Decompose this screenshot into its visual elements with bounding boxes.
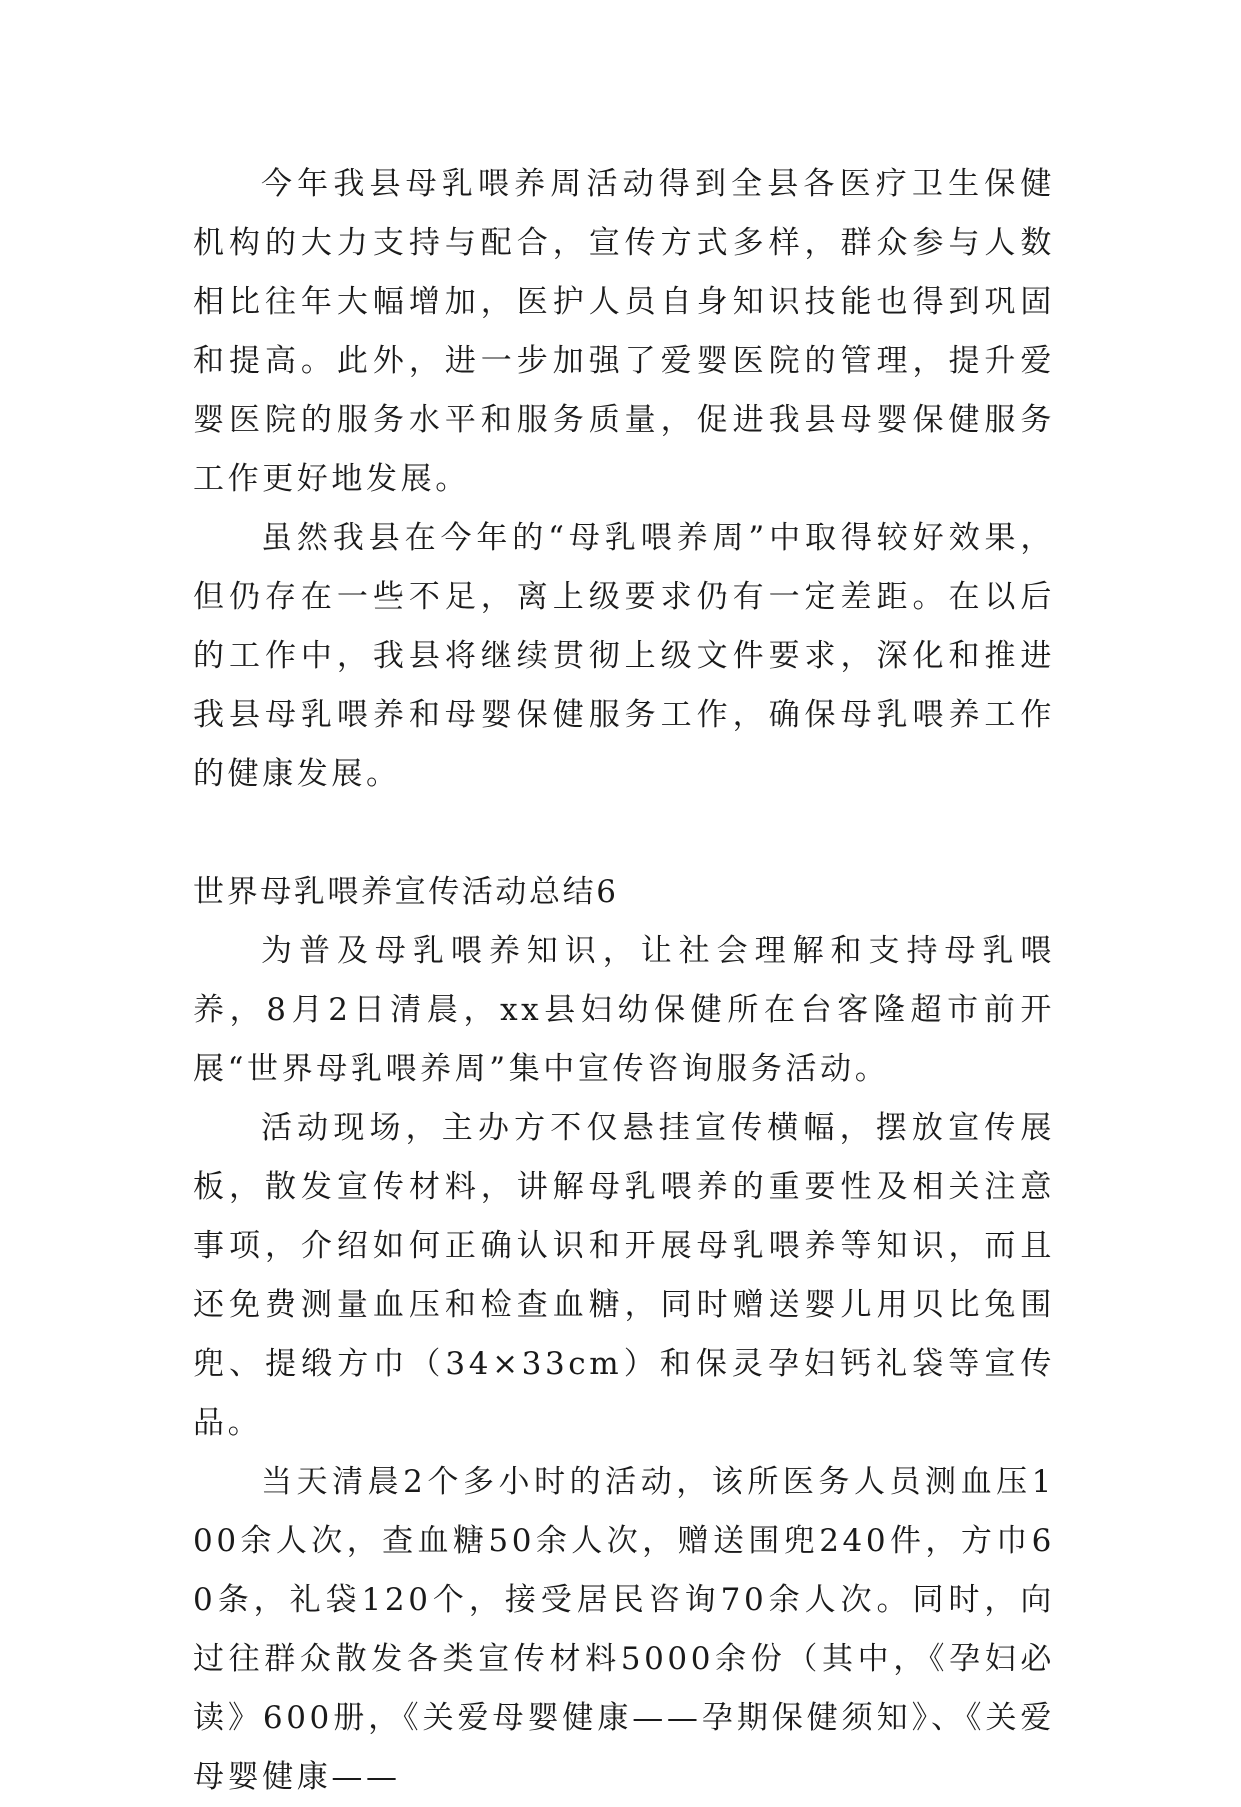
blank-line [193, 804, 1055, 863]
paragraph: 虽然我县在今年的“母乳喂养周”中取得较好效果，但仍存在一些不足，离上级要求仍有一定差距。在以后的工作中，我县将继续贯彻上级文件要求，深化和推进我县母乳喂养和母婴保健服务工作，确保母乳喂养工作的健康发展。 [193, 520, 1055, 792]
section-title: 世界母乳喂养宣传活动总结6 [193, 874, 619, 910]
document-body [193, 155, 1055, 1807]
paragraph: 今年我县母乳喂养周活动得到全县各医疗卫生保健机构的大力支持与配合，宣传方式多样，群众参与人数相比往年大幅增加，医护人员自身知识技能也得到巩固和提高。此外，进一步加强了爱婴医院的管理，提升爱婴医院的服务水平和服务质量，促进我县母婴保健服务工作更好地发展。 [193, 166, 1055, 497]
paragraph: 为普及母乳喂养知识，让社会理解和支持母乳喂养，8月2日清晨，xx县妇幼保健所在台客隆超市前开展“世界母乳喂养周”集中宣传咨询服务活动。 [193, 933, 1055, 1087]
paragraph: 当天清晨2个多小时的活动，该所医务人员测血压100余人次，查血糖50余人次，赠送围兜240件，方巾60条，礼袋120个，接受居民咨询70余人次。同时，向过往群众散发各类宣传材料5000余份（其中，《孕妇必读》600册，《关爱母婴健康——孕期保健须知》、《关爱母婴健康—— [193, 1464, 1055, 1795]
paragraph: 活动现场，主办方不仅悬挂宣传横幅，摆放宣传展板，散发宣传材料，讲解母乳喂养的重要性及相关注意事项，介绍如何正确认识和开展母乳喂养等知识，而且还免费测量血压和检查血糖，同时赠送婴儿用贝比兔围兜、提缎方巾（34×33cm）和保灵孕妇钙礼袋等宣传品。 [193, 1110, 1055, 1441]
